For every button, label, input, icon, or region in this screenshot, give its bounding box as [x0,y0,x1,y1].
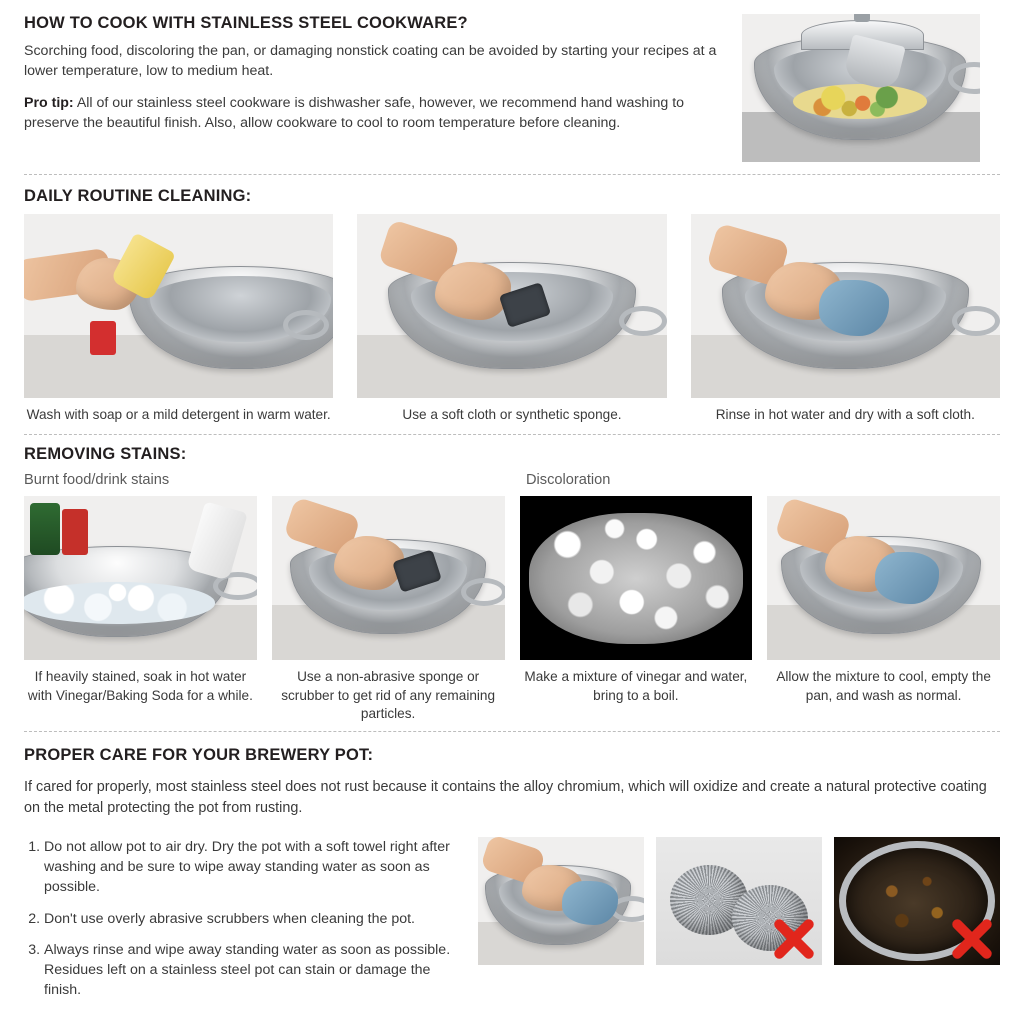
hand [435,262,511,320]
section-brewery-pot-care [24,732,1000,1011]
stains-heading: REMOVING STAINS: [24,445,187,464]
boiling-water [24,582,215,623]
image-use-soft-cloth-or-sponge [357,214,666,398]
image-wash-with-soap [24,214,333,398]
image-soak-with-vinegar [24,496,257,660]
image-wok-with-vegetables [742,14,980,162]
x-mark-icon [772,917,816,961]
sublabel-discoloration: Discoloration [526,472,611,489]
green-bottle [30,503,60,555]
brewery-thumbnails [478,837,1000,965]
pan-handle [952,306,1000,336]
brewery-heading: PROPER CARE FOR YOUR BREWERY POT: [24,746,374,765]
lid-knob [854,14,870,22]
stains-caption-1: If heavily stained, soak in hot water with Vinegar/Baking Soda for a while. [27,669,253,703]
section-removing-stains [24,435,1000,731]
daily-step-1 [24,214,333,424]
pan-handle [283,310,329,340]
wok-body [754,36,966,140]
protip-text: All of our stainless steel cookware is dishwasher safe, however, we recommend hand washing to preserve the beautiful finish. Also, allow cookware to cool to room temperature before cleaning. [24,95,685,132]
section-how-to-cook [24,0,1000,174]
stains-caption-3: Make a mixture of vinegar and water, bring to a boil. [524,669,748,703]
daily-steps-grid [24,214,1000,424]
brewery-intro: If cared for properly, most stainless steel does not rust because it contains the alloy chromium, which will oxidize and create a natural protective coating on the metal protecting the pot from rusting. [24,779,987,817]
image-cool-empty-and-wash [767,496,1000,660]
image-boiling-vinegar-water [520,496,753,660]
protip-label: Pro tip: [24,95,74,112]
list-item: 2. Don't use overly abrasive scrubbers when cleaning the pot. [44,909,456,929]
x-mark-icon [950,917,994,961]
brewery-tips-list [24,837,456,1011]
stains-steps-grid [24,496,1000,723]
cook-protip [24,93,724,133]
stains-caption-4: Allow the mixture to cool, empty the pan, and wash as normal. [776,669,991,703]
daily-step-2 [357,214,666,424]
sublabel-burnt-food: Burnt food/drink stains [24,472,170,489]
page-title: HOW TO COOK WITH STAINLESS STEEL COOKWARE? [24,14,468,32]
image-burnt-damaged-pan [834,837,1000,965]
drying-cloth [562,881,618,925]
stains-caption-2: Use a non-abrasive sponge or scrubber to get rid of any remaining particles. [281,669,496,722]
stains-step-2 [272,496,505,723]
drying-cloth [875,552,939,604]
red-box [62,509,88,555]
brewery-lower-block [24,837,1000,1011]
cook-paragraph-1: Scorching food, discoloring the pan, or damaging nonstick coating can be avoided by starting your recipes at a lower temperature, low to medium heat. [24,43,717,80]
image-non-abrasive-sponge [272,496,505,660]
daily-step-3 [691,214,1000,424]
daily-caption-3: Rinse in hot water and dry with a soft cloth. [715,407,975,422]
list-item: 3. Always rinse and wipe away standing water as soon as possible. Residues left on a stainless steel pot can stain or damage the finish. [44,940,456,1000]
cook-text-block [24,14,724,162]
boiling-bubbles [529,513,743,644]
section-daily-routine-cleaning [24,175,1000,434]
stir-fry-food [793,84,927,119]
stains-step-3 [520,496,753,723]
image-steel-wool-scrubbers [656,837,822,965]
bottle-label [90,321,116,355]
image-rinse-and-dry [691,214,1000,398]
stains-step-4 [767,496,1000,723]
pan-handle [619,306,667,336]
stains-sublabels [24,472,1000,492]
daily-heading: DAILY ROUTINE CLEANING: [24,187,252,205]
stains-step-1 [24,496,257,723]
daily-caption-2: Use a soft cloth or synthetic sponge. [402,407,622,422]
daily-caption-1: Wash with soap or a mild detergent in warm water. [26,407,331,422]
list-item: 1. Do not allow pot to air dry. Dry the pot with a soft towel right after washing and be sure to wipe away standing water as soon as possible. [44,837,456,897]
image-dry-pan-with-towel [478,837,644,965]
drying-cloth [819,280,889,336]
